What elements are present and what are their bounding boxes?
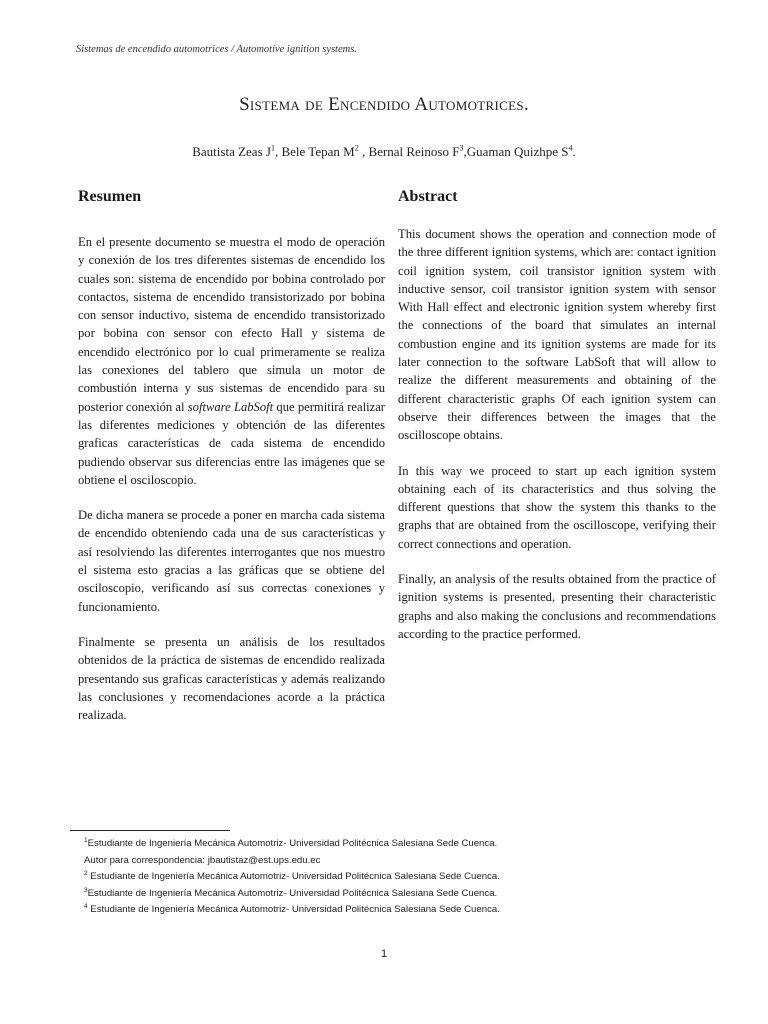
paper-title: Sistema de Encendido Automotrices. <box>239 94 529 115</box>
footnote-divider <box>70 830 230 831</box>
footnote <box>84 902 644 919</box>
author-separator: , <box>358 144 369 159</box>
abstract-paragraph-3: Finally, an analysis of the results obtained from the practice of ignition systems is presented, presenting their characteristic graphs and also making the conclusions and recommendations according to the practice performed. <box>398 572 716 641</box>
footnote-mark: 3 <box>84 886 88 894</box>
footnote-mark: 2 <box>84 869 88 877</box>
author-name: Bautista Zeas J <box>192 144 271 159</box>
author-list <box>0 144 768 160</box>
running-header: Sistemas de encendido automotrices / Automotive ignition systems. <box>76 44 357 55</box>
resumen-paragraph-1 <box>78 233 385 489</box>
resumen-p1-text-end: que permitirá realizar las diferentes mediciones y obtención de las diferentes graficas características de cada sistema de encendido pudiendo observar sus diferencias entre las imágenes que se obtiene el osciloscopio. <box>78 399 385 487</box>
author-separator: , <box>463 144 467 159</box>
footnote-text: Autor para correspondencia: jbautistaz@est.ups.edu.ec <box>84 854 321 866</box>
resumen-column <box>78 188 385 741</box>
footnote-text: Estudiante de Ingeniería Mecánica Automotriz- Universidad Politécnica Salesiana Sede Cuenca. <box>87 887 498 899</box>
author-mark: 4 <box>568 143 573 153</box>
resumen-paragraph-3: Finalmente se presenta un análisis de los resultados obtenidos de la práctica de sistemas de encendido realizada presentando sus graficas características y además realizando las conclusiones y recomendaciones acorde a la práctica realizada. <box>78 634 385 723</box>
footnote <box>84 836 644 853</box>
footnote-text: Estudiante de Ingeniería Mecánica Automotriz- Universidad Politécnica Salesiana Sede Cuenca. <box>87 904 500 915</box>
author-separator: , <box>274 144 279 159</box>
footnote-mark: 4 <box>84 902 88 910</box>
abstract-column <box>398 188 716 660</box>
page-number: 1 <box>380 948 388 960</box>
footnote-mark: 1 <box>84 836 88 844</box>
footnote <box>84 853 644 870</box>
abstract-heading: Abstract <box>398 188 458 205</box>
author-mark: 3 <box>459 143 464 153</box>
resumen-heading: Resumen <box>78 188 142 205</box>
author-name: Guaman Quizhpe S <box>466 144 569 159</box>
footnote <box>84 869 644 886</box>
author-mark: 2 <box>354 143 359 153</box>
abstract-paragraph-2: In this way we proceed to start up each ignition system obtaining each of its characteristics and thus solving the different questions that show the system this thanks to the graphs that are obtained from the oscilloscope, verifying their correct connections and operation. <box>398 463 716 551</box>
author-name: Bele Tepan M <box>281 144 355 159</box>
abstract-paragraph-1: This document shows the operation and connection mode of the three different ignition systems, which are: contact ignition coil ignition system, coil transistor ignition system with inductive sensor, coil transistor ignition system with sensor With Hall effect and electronic ignition system whereby first the connections of the board that simulates an internal combustion engine and its ignition systems are made for its later connection to the software LabSoft that will allow to realize the different measurements and obtaining of the different characteristic graphs Of each ignition system can observe their differences between the images that the oscilloscope obtains. <box>398 227 716 443</box>
resumen-p1-text: En el presente documento se muestra el modo de operación y conexión de los tres diferentes sistemas de encendido los cuales son: sistema de encendido por bobina controlado por contactos, sistema de encendido transistorizado por bobina con sensor inductivo, sistema de encendido transistorizado por bobina con sensor con efecto Hall y sistema de encendido electrónico por lo cual primeramente se realiza las conexiones del tablero que simula un motor de combustión interna y sus sistemas de encendido para su posterior conexión al <box>78 235 385 414</box>
footnote-text: Estudiante de Ingeniería Mecánica Automotriz- Universidad Politécnica Salesiana Sede Cuenca. <box>87 871 500 882</box>
footnotes <box>84 836 644 919</box>
author-separator: . <box>572 144 576 159</box>
author-mark: 1 <box>270 143 275 153</box>
footnote <box>84 886 644 903</box>
resumen-paragraph-2: De dicha manera se procede a poner en marcha cada sistema de encendido obteniendo cada una de sus características y así resolviendo las diferentes interrogantes que nos muestro el sistema esto gracias a las gráficas que se obtiene del osciloscopio, verificando así sus correctas conexiones y funcionamiento. <box>78 508 385 614</box>
resumen-p1-italic: software LabSoft <box>187 399 274 414</box>
author-name: Bernal Reinoso F <box>368 144 460 159</box>
footnote-text: Estudiante de Ingeniería Mecánica Automotriz- Universidad Politécnica Salesiana Sede Cuenca. <box>87 838 498 849</box>
